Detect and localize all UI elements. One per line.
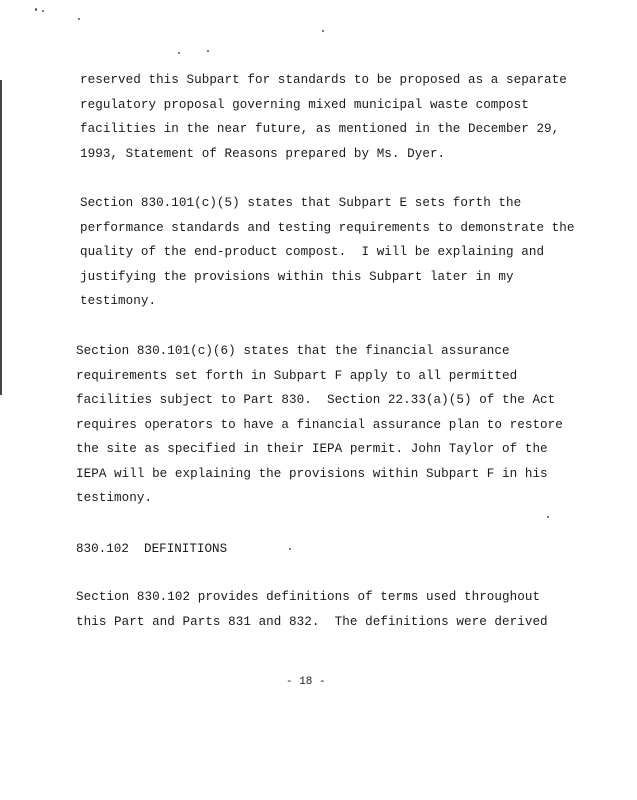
- text-line: this Part and Parts 831 and 832. The definitions were derived: [76, 614, 548, 629]
- text-line: Section 830.101(c)(6) states that the financial assurance: [76, 344, 510, 358]
- paragraph-section-830-102: [76, 585, 576, 634]
- text-line: requirements set forth in Subpart F apply to all permitted: [76, 368, 518, 383]
- paragraph-section-830-101-c5: [80, 191, 580, 314]
- scan-speck: [289, 548, 291, 550]
- text-line: facilities in the near future, as mentioned in the December 29,: [80, 122, 560, 136]
- text-line: the site as specified in their IEPA permit. John Taylor of the: [76, 442, 548, 456]
- scan-speck: [35, 8, 37, 11]
- scan-speck: [178, 52, 180, 54]
- text-line: 1993, Statement of Reasons prepared by Ms. Dyer.: [80, 146, 446, 161]
- page-number: - 18 -: [286, 676, 326, 688]
- text-line: testimony.: [76, 491, 153, 505]
- text-line: quality of the end-product compost. I will be explaining and: [80, 245, 545, 259]
- text-line: Section 830.101(c)(5) states that Subpart E sets forth the: [80, 196, 522, 210]
- section-heading: 830.102 DEFINITIONS: [76, 542, 228, 556]
- paragraph-section-830-101-c6: [76, 339, 576, 511]
- scan-speck: [207, 50, 209, 52]
- scan-speck: [42, 10, 44, 12]
- text-line: performance standards and testing requirements to demonstrate the: [80, 220, 575, 235]
- text-line: facilities subject to Part 830. Section 22.33(a)(5) of the Act: [76, 393, 556, 407]
- text-line: justifying the provisions within this Subpart later in my: [80, 269, 514, 284]
- scan-speck: [547, 516, 549, 518]
- scan-speck: [322, 30, 324, 32]
- scan-edge-mark: [0, 80, 2, 395]
- paragraph-reserved-subpart: [80, 68, 580, 166]
- text-line: requires operators to have a financial assurance plan to restore: [76, 417, 563, 432]
- text-line: reserved this Subpart for standards to be proposed as a separate: [80, 73, 567, 87]
- text-line: Section 830.102 provides definitions of terms used throughout: [76, 590, 541, 604]
- text-line: regulatory proposal governing mixed municipal waste compost: [80, 97, 529, 112]
- text-line: IEPA will be explaining the provisions within Subpart F in his: [76, 466, 548, 481]
- scan-speck: [78, 18, 80, 20]
- text-line: testimony.: [80, 294, 157, 308]
